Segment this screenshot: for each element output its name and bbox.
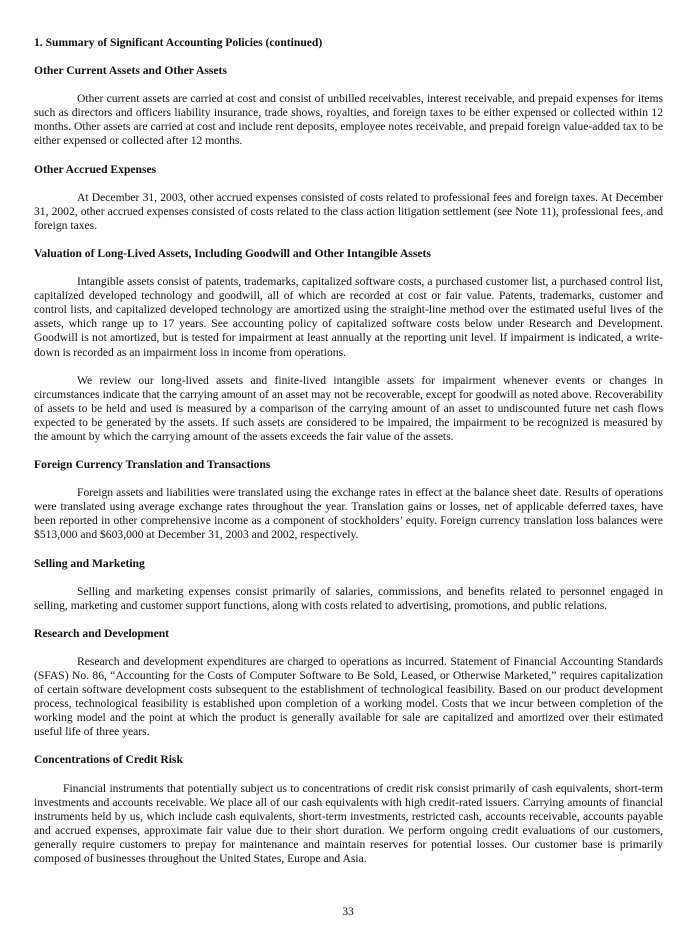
- paragraph: Intangible assets consist of patents, trademarks, capitalized software costs, a purchased customer list, a purchased control list, capitalized developed technology and goodwill, all of which are recorded at cost or fair value. Patents, trademarks, customer and control lists, and capitalized developed technology are amortized using the straight-line method over the estimated useful lives of the assets, which range up to 17 years. See accounting policy of capitalized software costs below under Research and Development. Goodwill is not amortized, but is tested for impairment at least annually at the reporting unit level. If impairment is indicated, a write-down is recorded as an impairment loss in income from operations.: [34, 275, 663, 359]
- section-heading: Other Current Assets and Other Assets: [34, 64, 227, 78]
- section-valuation-long-lived-assets: [34, 247, 663, 444]
- section-heading: Concentrations of Credit Risk: [34, 753, 183, 767]
- section-heading: Selling and Marketing: [34, 556, 145, 570]
- section-research-development: [34, 627, 663, 740]
- paragraph: Financial instruments that potentially subject us to concentrations of credit risk consist primarily of cash equivalents, short-term investments and accounts receivable. We place all of our cash equivalents with high credit-rated issuers. Carrying amounts of financial instruments held by us, which include cash equivalents, short-term investments, restricted cash, accounts receivable, accounts payable and accrued expenses, approximate fair value due to their short duration. We perform ongoing credit evaluations of our customers, generally require customers to prepay for maintenance and maintain reserves for potential losses. Our customer base is primarily composed of businesses throughout the United States, Europe and Asia.: [34, 781, 663, 866]
- paragraph: We review our long-lived assets and finite-lived intangible assets for impairment whenever events or changes in circumstances indicate that the carrying amount of an asset may not be recoverable, except for goodwill as noted above. Recoverability of assets to be held and used is measured by a comparison of the carrying amount of an asset to undiscounted future net cash flows expected to be generated by the assets. If such assets are considered to be impaired, the impairment to be recognized is measured by the amount by which the carrying amount of the assets exceeds the fair value of the assets.: [34, 373, 663, 443]
- section-title: 1. Summary of Significant Accounting Policies (continued): [34, 36, 323, 49]
- section-other-accrued-expenses: [34, 163, 663, 233]
- section-other-current-assets: [34, 64, 663, 148]
- paragraph: Selling and marketing expenses consist primarily of salaries, commissions, and benefits related to personnel engaged in selling, marketing and customer support functions, along with costs related to advertising, promotions, and public relations.: [34, 584, 663, 612]
- section-credit-risk: [34, 753, 663, 866]
- section-heading: Valuation of Long-Lived Assets, Including Goodwill and Other Intangible Assets: [34, 246, 431, 260]
- section-heading: Other Accrued Expenses: [34, 162, 157, 176]
- paragraph: Research and development expenditures are charged to operations as incurred. Statement of Financial Accounting Standards (SFAS) No. 86, “Accounting for the Costs of Computer Software to Be Sold, Leased, or Otherwise Marketed,” requires capitalization of certain software development costs subsequent to the establishment of technological feasibility. Based on our product development process, technological feasibility is established upon completion of a working model. Costs that we incur between completion of the working model and the point at which the product is generally available for sale are capitalized and amortized over their estimated useful life of three years.: [34, 654, 663, 739]
- section-heading: Research and Development: [34, 626, 170, 640]
- section-foreign-currency: [34, 458, 663, 542]
- section-heading: Foreign Currency Translation and Transactions: [34, 458, 271, 472]
- page-number: 33: [342, 905, 354, 918]
- section-selling-marketing: [34, 557, 663, 613]
- paragraph: At December 31, 2003, other accrued expenses consisted of costs related to professional fees and foreign taxes. At December 31, 2002, other accrued expenses consisted of costs related to the class action litigation settlement (see Note 11), professional fees, and foreign taxes.: [34, 190, 663, 232]
- paragraph: Foreign assets and liabilities were translated using the exchange rates in effect at the balance sheet date. Results of operations were translated using average exchange rates throughout the year. Translation gains or losses, net of applicable deferred taxes, have been reported in other comprehensive income as a component of stockholders’ equity. Foreign currency translation loss balances were $513,000 and $603,000 at December 31, 2003 and 2002, respectively.: [34, 486, 663, 542]
- paragraph: Other current assets are carried at cost and consist of unbilled receivables, interest receivable, and prepaid expenses for items such as directors and officers liability insurance, trade shows, royalties, and foreign taxes to be either expensed or collected within 12 months. Other assets are carried at cost and include rent deposits, employee notes receivable, and prepaid foreign value-added tax to be either expensed or collected after 12 months.: [34, 92, 663, 148]
- document-page: [34, 36, 663, 880]
